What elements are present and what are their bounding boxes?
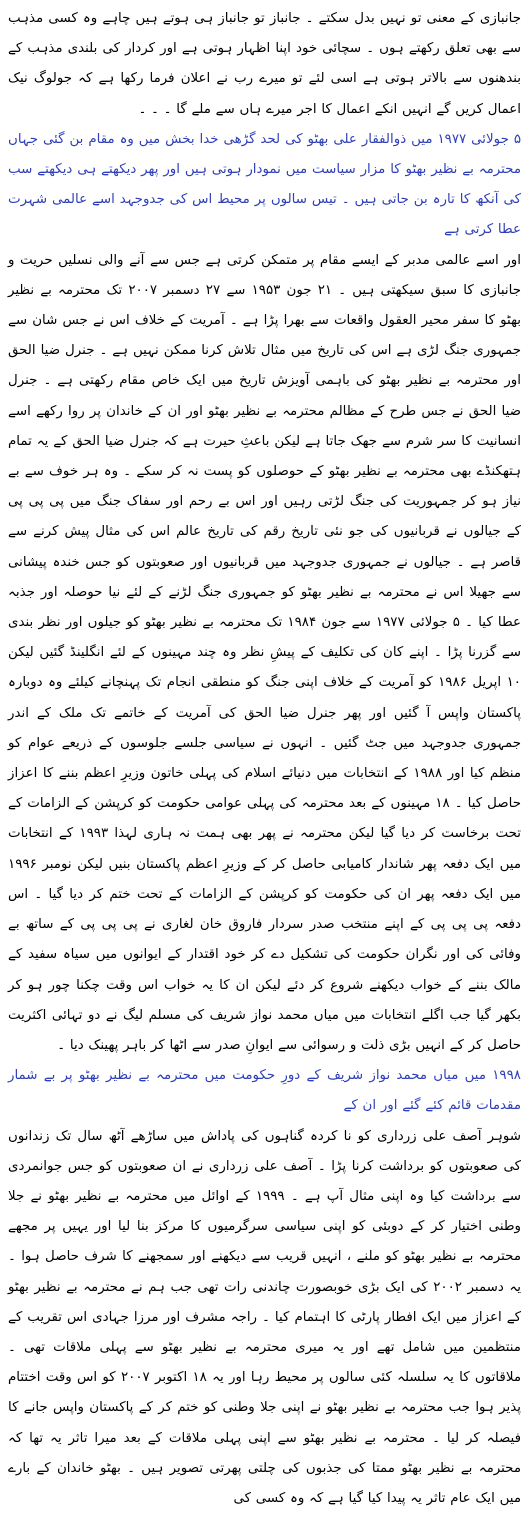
paragraph-cases: ۱۹۹۸ میں میاں محمد نواز شریف کے دورِ حکومت میں محترمہ بے نظیر بھٹو پر بے شمار مقدمات قائم کئے گئے اور ان کے xyxy=(8,1068,521,1114)
paragraph-intro: جانبازی کے معنی تو نہیں بدل سکتے ۔ جانباز تو جانباز ہی ہوتے ہیں چاہے وہ کسی مذہب سے بھی تعلق رکھتے ہوں ۔ سچائی خود اپنا اظہار ہوتی ہے اور کردار کی بلندی مذہب کے بندھنوں سے بالاتر ہوتی ہے اسی لئے تو میرے رب نے اعلان فرما رکھا ہے کہ جولوگ نیک اعمال کریں گے انہیں انکے اعمال کا اجر میرے ہاں سے ملے گا ۔ ۔ ۔ xyxy=(8,11,521,117)
paragraph-struggle: اور اسے عالمی مدبر کے ایسے مقام پر متمکن کرتی ہے جس سے آنے والی نسلیں حریت و جانبازی کا سبق سیکھتی ہیں ۔ ۲۱ جون ۱۹۵۳ سے ۲۷ دسمبر ۲۰۰۷ تک محترمہ بے نظیر بھٹو کا سفر محیر العقول واقعات سے بھرا پڑا ہے ۔ آمریت کے خلاف اس نے جس شان سے جمہوری جنگ لڑی ہے اس کی تاریخ میں مثال تلاش کرنا ممکن نہیں ہے ۔ جنرل ضیا الحق اور محترمہ بے نظیر بھٹو کی باہمی آویزش تاریخ میں ایک خاص مقام رکھتی ہے ۔ جنرل ضیا الحق نے جس طرح کے مظالم محترمہ بے نظیر بھٹو اور ان کے خاندان پر روا رکھے اسے انسانیت کا سر شرم سے جھک جاتا ہے لیکن باعثِ حیرت ہے کہ جنرل ضیا الحق کے یہ تمام ہتھکنڈے بھی محترمہ بے نظیر بھٹو کے حوصلوں کو پست نہ کر سکے ۔ وہ ہر خوف سے بے نیاز ہو کر جمہوریت کی جنگ لڑتی رہیں اور اس بے رحم اور سفاک جنگ میں پی پی پی کے جیالوں نے قربانیوں کی جو نئی تاریخ رقم کی تاریخ عالم اس کی مثال پیش کرنے سے قاصر ہے ۔ جیالوں نے جمہوری جدوجہد میں قربانیوں اور صعوبتوں کو جس خندہ پیشانی سے جھیلا اس نے محترمہ بے نظیر بھٹو کو جمہوری جنگ لڑنے کے لئے نیا حوصلہ اور جذبہ عطا کیا ۔ ۵ جولائی ۱۹۷۷ سے جون ۱۹۸۴ تک محترمہ بے نظیر بھٹو کو جیلوں اور نظر بندی سے گزرنا پڑا ۔ اپنے کان کی تکلیف کے پیشِ نظر وہ چند مہینوں کے لئے انگلینڈ گئیں لیکن ۱۰ اپریل ۱۹۸۶ کو آمریت کے خلاف اپنی جنگ کو منطقی انجام تک پہنچانے کیلئے وہ دوبارہ پاکستان واپس آ گئیں اور پھر جنرل ضیا الحق کی آمریت کے خاتمے تک ملک کے اندر جمہوری جدوجہد میں جٹ گئیں ۔ انہوں نے سیاسی جلسے جلوسوں کے ذریعے عوام کو منظم کیا اور ۱۹۸۸ کے انتخابات میں دنیائے اسلام کی پہلی خاتون وزیرِ اعظم بننے کا اعزاز حاصل کیا ۔ ۱۸ مہینوں کے بعد محترمہ کی پہلی عوامی حکومت کو کرپشن کے الزامات کے تحت برخاست کر دیا گیا لیکن محترمہ نے پھر بھی ہمت نہ ہاری لہذا ۱۹۹۳ کے انتخابات میں ایک دفعہ پھر شاندار کامیابی حاصل کر کے وزیرِ اعظم پاکستان بنیں لیکن نومبر ۱۹۹۶ میں ایک دفعہ پھر ان کی حکومت کو کرپشن کے الزامات کے تحت ختم کر دیا گیا ۔ اس دفعہ پی پی پی کے اپنے منتخب صدر سردار فاروق خان لغاری نے پی پی پی کے ساتھ بے وفائی کی اور نگران حکومت کی تشکیل دے کر خود اقتدار کے ایوانوں میں سیاہ سفید کے مالک بننے کے خواب دیکھنے شروع کر دئے لیکن ان کا یہ خواب اس وقت چکنا چور ہو کر بکھر گیا جب اگلے انتخابات میں میاں محمد نواز شریف کی مسلم لیگ نے دو تہائی اکثریت حاصل کر کے انہیں بڑی ذلت و رسوائی سے ایوانِ صدر سے اٹھا کر باہر پھینک دیا ۔ xyxy=(8,252,522,1053)
paragraph-bhutto-history: ۵ جولائی ۱۹۷۷ میں ذوالفقار علی بھٹو کی لحد گڑھی خدا بخش میں وہ مقام بن گئی جہاں محترمہ بے نظیر بھٹو کا مزار سیاست میں نمودار ہوتی ہیں اور پھر دیکھتے ہی دیکھتے سب کی آنکھ کا تارہ بن جاتی ہیں ۔ تیس سالوں پر محیط اس کی جدوجہد اسے عالمی شہرت عطا کرتی ہے xyxy=(8,131,522,238)
paragraph-exile: شوہر آصف علی زرداری کو نا کردہ گناہوں کی پاداش میں ساڑھے آٹھ سال تک زندانوں کی صعوبتوں کو برداشت کرنا پڑا ۔ آصف علی زرداری نے ان صعوبتوں کو جس جوانمردی سے برداشت کیا وہ اپنی مثال آپ ہے ۔ ۱۹۹۹ کے اوائل میں محترمہ بے نظیر بھٹو نے جلا وطنی اختیار کر کے دوبئی کو اپنی سیاسی سرگرمیوں کا مرکز بنا لیا اور یہیں پر مجھے محترمہ بے نظیر بھٹو کو ملنے ، انہیں قریب سے دیکھنے اور سمجھنے کا شرف حاصل ہوا ۔ یہ دسمبر ۲۰۰۲ کی ایک بڑی خوبصورت چاندنی رات تھی جب ہم نے محترمہ بے نظیر بھٹو کے اعزاز میں ایک افطار پارٹی کا اہتمام کیا ۔ راجہ مشرف اور مرزا جہادی اس تقریب کے منتظمین میں شامل تھے اور یہ میری محترمہ بے نظیر بھٹو سے پہلی ملاقات تھی ۔ ملاقاتوں کا یہ سلسلہ کئی سالوں پر محیط رہا اور یہ ۱۸ اکتوبر ۲۰۰۷ کو اس وقت اختتام پذیر ہوا جب محترمہ بے نظیر بھٹو نے اپنی جلا وطنی کو ختم کر کے پاکستان واپس جانے کا فیصلہ کر لیا ۔ محترمہ بے نظیر بھٹو سے اپنی پہلی ملاقات کے بعد میرا تاثر یہ تھا کہ محترمہ بے نظیر بھٹو ممتا کی جذبوں کی چلتی پھرتی تصویر ہیں ۔ بھٹو خاندان کے بارے میں ایک عام تاثر یہ پیدا کیا گیا ہے کہ وہ کسی کی xyxy=(8,1128,521,1506)
